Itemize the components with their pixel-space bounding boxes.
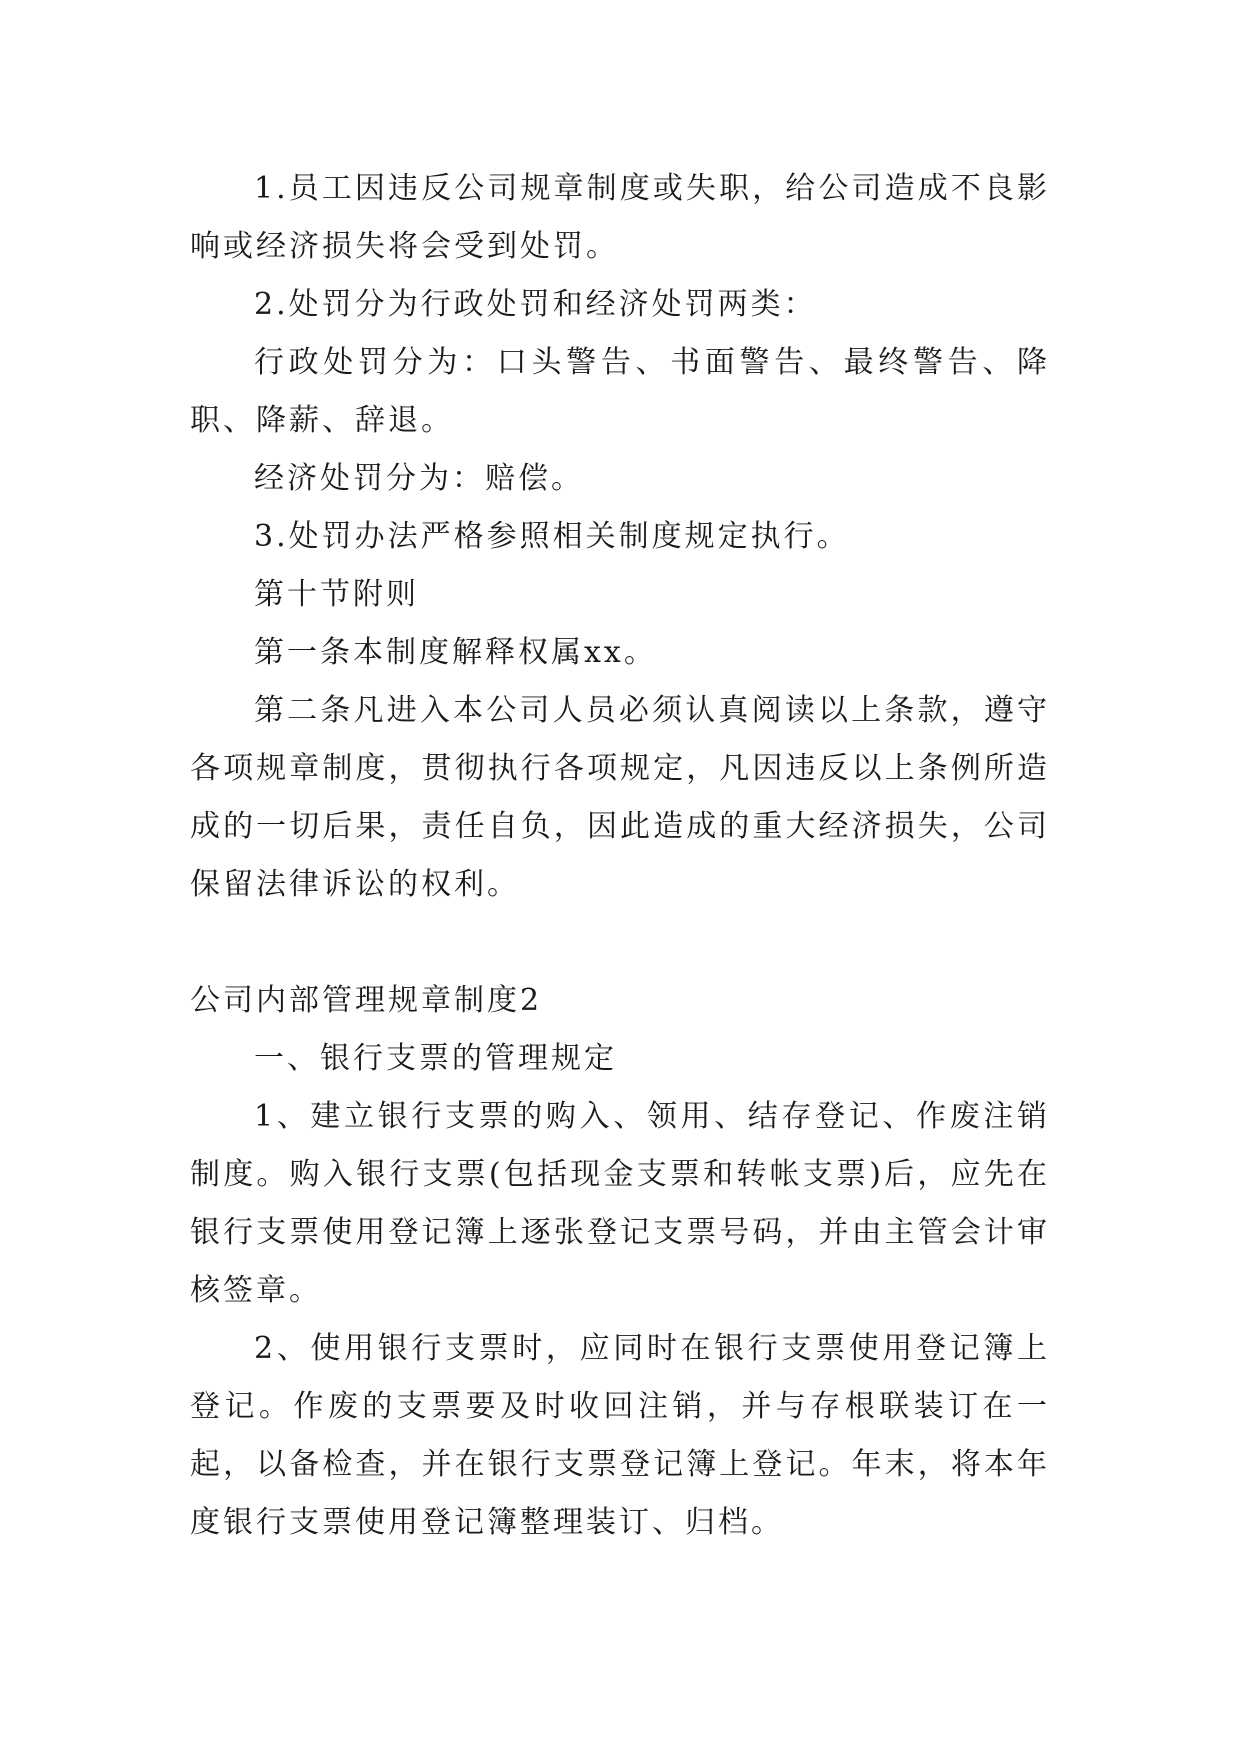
- paragraph-article-one: 第一条本制度解释权属xx。: [254, 635, 657, 670]
- paragraph-article-two: 第二条凡进入本公司人员必须认真阅读以上条款，遵守各项规章制度，贯彻执行各项规定，凡因违反以上条例所造成的一切后果，责任自负，因此造成的重大经济损失，公司保留法律诉讼的权利。: [190, 693, 1050, 902]
- paragraph-penalty-intro: 1.员工因违反公司规章制度或失职，给公司造成不良影响或经济损失将会受到处罚。: [190, 171, 1050, 264]
- section-spacer: [190, 914, 1050, 972]
- paragraph-economic-penalty: 经济处罚分为：赔偿。: [254, 461, 584, 496]
- paragraph-cheque-usage: 2、使用银行支票时，应同时在银行支票使用登记簿上登记。作废的支票要及时收回注销，并与存根联装订在一起，以备检查，并在银行支票登记簿上登记。年末，将本年度银行支票使用登记簿整理装订、归档。: [190, 1331, 1050, 1540]
- paragraph-penalty-types: 2.处罚分为行政处罚和经济处罚两类：: [254, 287, 817, 322]
- section-heading-bank-cheque: 一、银行支票的管理规定: [254, 1041, 617, 1076]
- document-body: [190, 160, 1050, 1552]
- section-heading-appendix: 第十节附则: [254, 577, 419, 612]
- paragraph-cheque-registration: 1、建立银行支票的购入、领用、结存登记、作废注销制度。购入银行支票(包括现金支票和转帐支票)后，应先在银行支票使用登记簿上逐张登记支票号码，并由主管会计审核签章。: [190, 1099, 1050, 1308]
- paragraph-penalty-method: 3.处罚办法严格参照相关制度规定执行。: [254, 519, 850, 554]
- paragraph-administrative-penalty: 行政处罚分为：口头警告、书面警告、最终警告、降职、降薪、辞退。: [190, 345, 1050, 438]
- document-title-2: 公司内部管理规章制度2: [190, 983, 543, 1018]
